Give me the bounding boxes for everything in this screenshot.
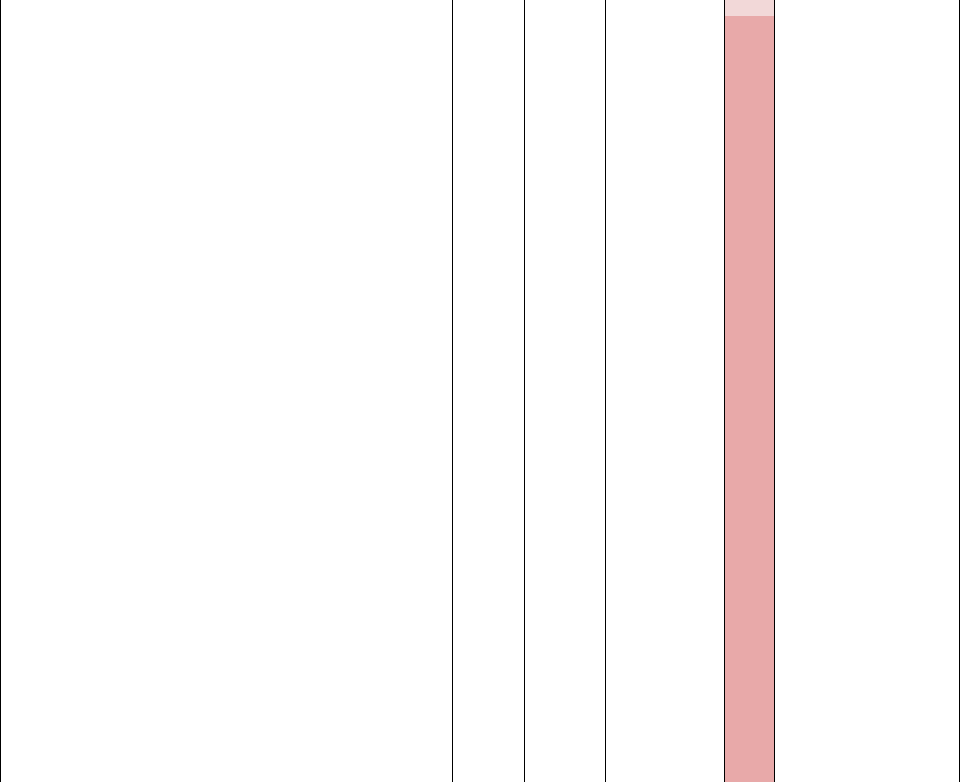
column-divider [724,0,725,782]
column-divider [774,0,775,782]
column-divider [452,0,453,782]
highlighted-column-header [724,0,774,16]
column-divider [524,0,525,782]
column-divider [0,0,1,782]
column-divider [605,0,606,782]
highlighted-priority-column [724,0,774,782]
